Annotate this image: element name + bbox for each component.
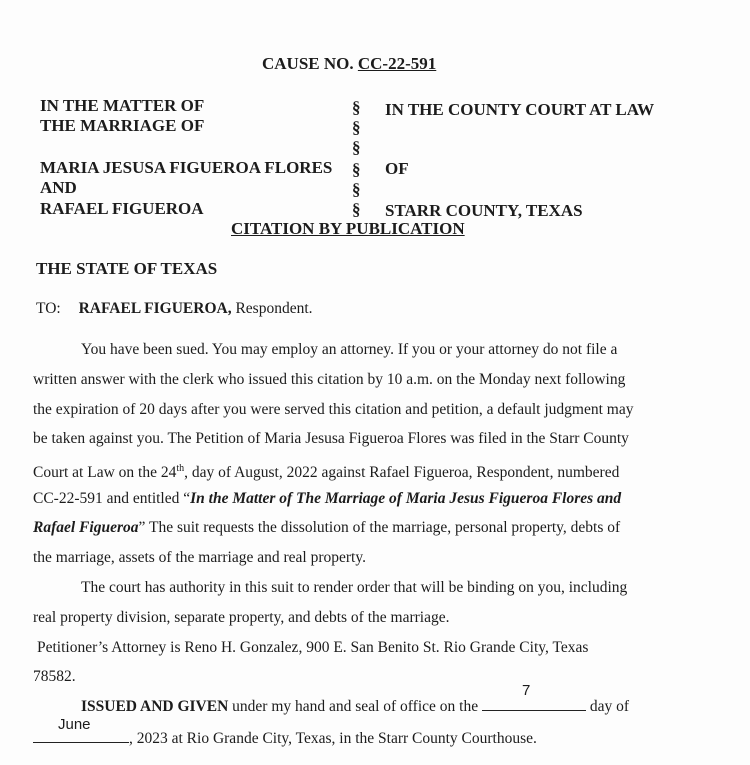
section-symbol-1: § [352, 98, 361, 117]
cause-number-value: CC-22-591 [357, 54, 437, 73]
case-title-part-1: In the Matter of The Marriage of Maria Jesus Figueroa Flores and [190, 490, 622, 507]
body-line-2: written answer with the clerk who issued this citation by 10 a.m. on the Monday next following [33, 371, 626, 388]
body-line-7 [33, 513, 620, 543]
body-line-8: the marriage, assets of the marriage and real property. [33, 549, 366, 566]
section-symbol-2: § [352, 118, 361, 137]
to-label: TO: [36, 300, 61, 317]
caption-right-county: STARR COUNTY, TEXAS [385, 201, 583, 220]
day-blank [482, 694, 586, 711]
section-symbol-6: § [352, 200, 361, 219]
issued-location-text: , 2023 at Rio Grande City, Texas, in the Starr County Courthouse. [129, 730, 537, 747]
authority-line-2: real property division, separate property, and debts of the marriage. [33, 609, 450, 626]
suit-request-text: ” The suit requests the dissolution of the marriage, personal property, debts of [138, 519, 621, 536]
body-line-6 [33, 484, 621, 514]
attorney-line-2: 78582. [33, 668, 76, 685]
caption-left-4: AND [40, 178, 77, 197]
body-line-3: the expiration of 20 days after you were served this citation and petition, a default judgment may [33, 401, 634, 418]
to-line [36, 300, 313, 318]
cause-prefix: CAUSE NO. [262, 54, 354, 73]
caption-left-3: MARIA JESUSA FIGUEROA FLORES [40, 158, 333, 177]
attorney-line-1: Petitioner’s Attorney is Reno H. Gonzalez, 900 E. San Benito St. Rio Grande City, Texas [37, 639, 589, 656]
caption-left-1: IN THE MATTER OF [40, 96, 205, 115]
issued-text: under my hand and seal of office on the [228, 698, 482, 715]
filing-date-rest: , day of August, 2022 against Rafael Figueroa, Respondent, numbered [184, 464, 620, 482]
caption-right-court: IN THE COUNTY COURT AT LAW [385, 100, 655, 119]
day-of-text: day of [585, 698, 630, 715]
issued-line-2 [33, 724, 537, 754]
body-line-1: You have been sued. You may employ an attorney. If you or your attorney do not file a [81, 341, 618, 358]
filing-date-text: Court at Law on the 24 [33, 464, 177, 482]
handwritten-day: 7 [522, 682, 531, 699]
respondent-name: RAFAEL FIGUEROA, [78, 300, 232, 317]
ordinal-suffix: th [176, 463, 185, 474]
month-blank [33, 726, 129, 743]
document-title: CITATION BY PUBLICATION [231, 219, 465, 238]
handwritten-month: June [58, 716, 91, 733]
caption-right-of: OF [385, 159, 409, 178]
section-symbol-5: § [352, 180, 361, 199]
respondent-role: Respondent. [231, 300, 313, 317]
issued-line [81, 692, 629, 722]
section-symbol-4: § [352, 160, 361, 179]
cause-number [262, 54, 436, 74]
section-symbol-3: § [352, 138, 361, 157]
body-line-4: be taken against you. The Petition of Maria Jesusa Figueroa Flores was filed in the Starr County [33, 430, 629, 447]
state-heading: THE STATE OF TEXAS [36, 259, 218, 278]
authority-line-1: The court has authority in this suit to render order that will be binding on you, including [81, 579, 628, 596]
issued-label: ISSUED AND GIVEN [81, 698, 229, 715]
caption-left-2: THE MARRIAGE OF [40, 116, 205, 135]
case-number-text: CC-22-591 and entitled “ [33, 490, 191, 507]
caption-left-5: RAFAEL FIGUEROA [40, 199, 204, 218]
case-title-part-2: Rafael Figueroa [33, 519, 139, 536]
